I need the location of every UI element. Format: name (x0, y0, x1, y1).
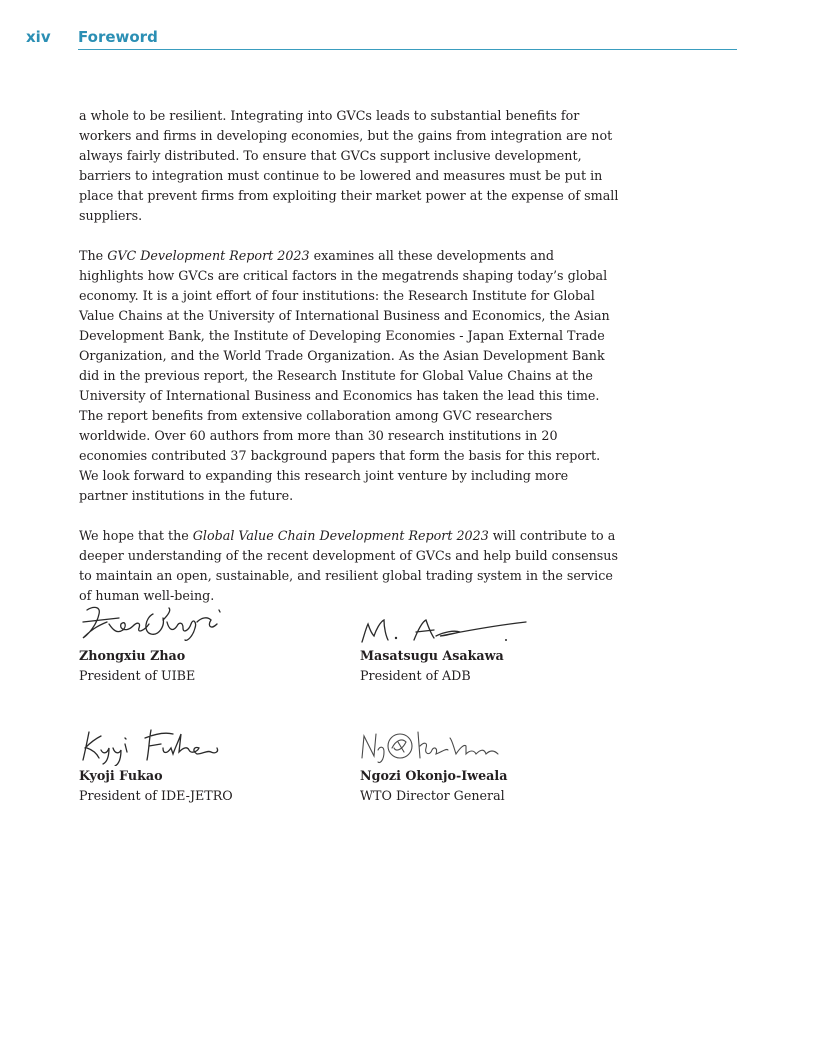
running-header (26, 26, 737, 52)
paragraph-3: We hope that the Global Value Chain Development Report 2023 will contribute to a deeper understanding of the recent development of GVCs and help build consensus to maintain an open, sustainable, and resilient global trading system in the service of human well-being. (79, 528, 618, 603)
signatory-name: Zhongxiu Zhao (79, 648, 186, 663)
paragraph-2: The GVC Development Report 2023 examines all these developments and highlights how GVCs are critical factors in the megatrends shaping today’s global economy. It is a joint effort of four institutions: the Research Institute for Global Value Chains at the University of International Business and Economics, the Asian Development Bank, the Institute of Developing Economies - Japan External Trade Organization, and the World Trade Organization. As the Asian Development Bank did in the previous report, the Research Institute for Global Value Chains at the University of International Business and Economics has taken the lead this time. The report benefits from extensive collaboration among GVC researchers worldwide. Over 60 authors from more than 30 research institutions in 20 economies contributed 37 background papers that form the basis for this report. We look forward to expanding this research joint venture by including more partner institutions in the future. (79, 248, 610, 503)
signatory-zhao (79, 600, 319, 686)
page-number: xiv (26, 28, 51, 46)
signature-image (79, 600, 229, 646)
signatory-title: WTO Director General (360, 788, 505, 803)
signature-image (79, 720, 229, 766)
signatory-title: President of ADB (360, 668, 471, 683)
signatory-name: Kyoji Fukao (79, 768, 163, 783)
signatory-title: President of UIBE (79, 668, 196, 683)
report-title: Global Value Chain Development Report 2023 (192, 528, 489, 543)
signatory-name: Masatsugu Asakawa (360, 648, 504, 663)
section-title: Foreword (78, 28, 158, 46)
paragraph-1: a whole to be resilient. Integrating into GVCs leads to substantial benefits for workers and firms in developing economies, but the gains from integration are not always fairly distributed. To ensure that GVCs support inclusive development, barriers to integration must continue to be lowered and measures must be put in place that prevent firms from exploiting their market power at the expense of small suppliers. (79, 108, 619, 223)
signatory-asakawa (360, 600, 600, 686)
signature-image (360, 720, 510, 766)
report-title: GVC Development Report 2023 (107, 248, 310, 263)
signature-image (360, 600, 530, 646)
foreword-body (79, 106, 619, 626)
signatory-title: President of IDE-JETRO (79, 788, 233, 803)
signatory-okonjo-iweala (360, 720, 600, 806)
header-rule (78, 49, 737, 50)
signatory-fukao (79, 720, 319, 806)
signatory-name: Ngozi Okonjo-Iweala (360, 768, 508, 783)
